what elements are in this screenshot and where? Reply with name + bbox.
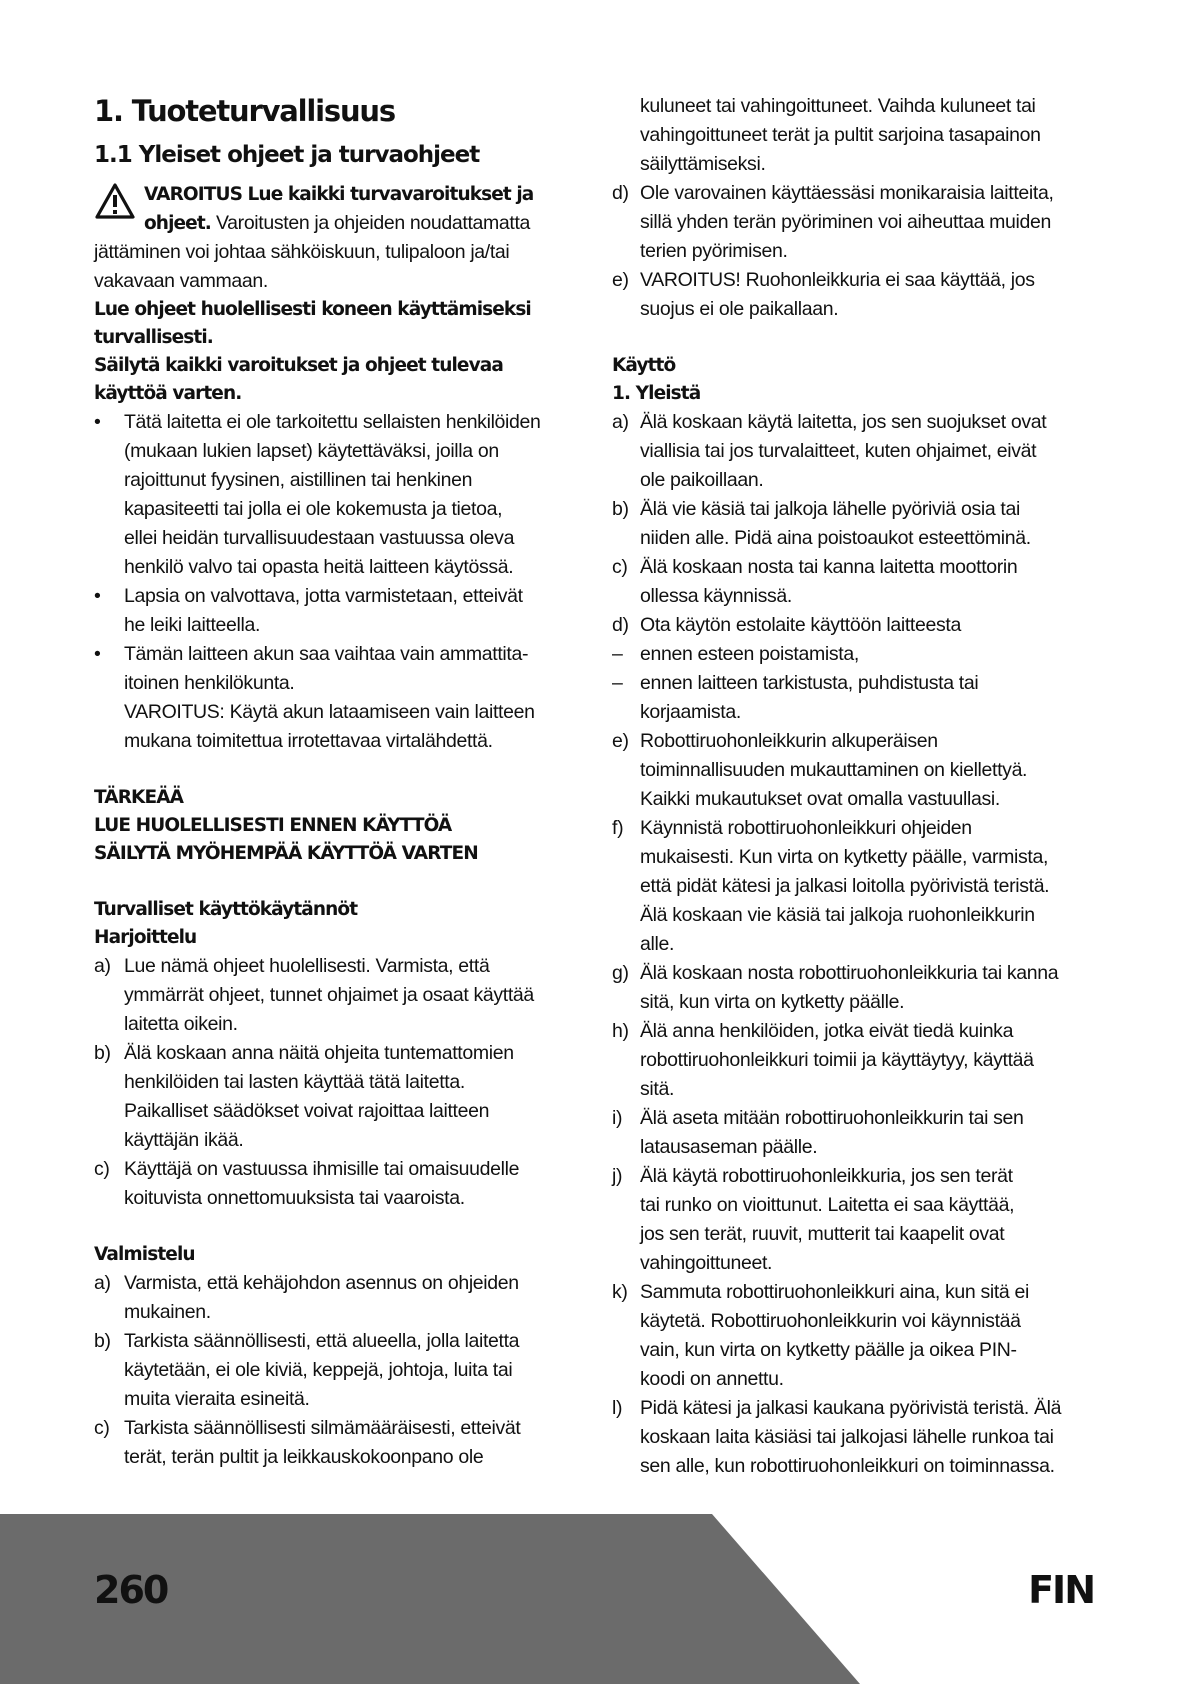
- left-column: [94, 92, 582, 1472]
- right-column: [612, 92, 1112, 1481]
- list-marker: b): [94, 1042, 111, 1064]
- text-line: Älä koskaan käytä laitetta, jos sen suojukset ovat: [640, 411, 1047, 433]
- list-item: [612, 669, 1112, 727]
- list-item-text: [124, 1327, 582, 1414]
- list-item-text: [640, 727, 1112, 814]
- text-line: henkilö valvo tai opasta heitä laitteen käytössä.: [124, 556, 514, 578]
- text-line: tai runko on vioittunut. Laitetta ei saa käyttää,: [640, 1194, 1015, 1216]
- important-heading: LUE HUOLELLISESTI ENNEN KÄYTTÖÄ: [94, 815, 452, 836]
- bold-notice: Säilytä kaikki varoitukset ja ohjeet tulevaa: [94, 355, 503, 376]
- text-line: henkilöiden tai lasten käyttää tätä laitetta.: [124, 1071, 465, 1093]
- text-line: Älä aseta mitään robottiruohonleikkurin tai sen: [640, 1107, 1024, 1129]
- text-line: ennen esteen poistamista,: [640, 643, 859, 665]
- text-line: terien pyörimisen.: [640, 240, 788, 262]
- list-item-text: [640, 266, 1112, 324]
- text-line: VAROITUS: Käytä akun lataamiseen vain laitteen: [124, 701, 535, 723]
- list-item: [94, 1269, 582, 1327]
- text-line: Älä koskaan nosta robottiruohonleikkuria tai kanna: [640, 962, 1059, 984]
- warning-text-line: jättäminen voi johtaa sähköiskuun, tulipaloon ja/tai: [94, 241, 510, 263]
- list-item-text: [640, 408, 1112, 495]
- warning-title-line2: ohjeet. Varoitusten ja ohjeiden noudattamatta: [144, 212, 531, 234]
- page-number: 260: [94, 1568, 168, 1612]
- list-item: [612, 266, 1112, 324]
- list-marker: –: [612, 672, 623, 694]
- list-marker: g): [612, 962, 629, 984]
- usage-list: [612, 408, 1112, 1481]
- subsection-heading: 1.1 Yleiset ohjeet ja turvaohjeet: [94, 142, 480, 168]
- list-item: [94, 582, 582, 640]
- list-marker: •: [94, 585, 101, 607]
- list-marker: a): [612, 411, 629, 433]
- list-marker: d): [612, 182, 629, 204]
- text-line: Sammuta robottiruohonleikkuri aina, kun sitä ei: [640, 1281, 1029, 1303]
- list-item-text: [640, 553, 1112, 611]
- list-item: [612, 814, 1112, 959]
- text-line: Älä käytä robottiruohonleikkuria, jos sen terät: [640, 1165, 1013, 1187]
- list-item-text: [640, 1162, 1112, 1278]
- text-line: ymmärrät ohjeet, tunnet ohjaimet ja osaat käyttää: [124, 984, 534, 1006]
- text-line: mukainen.: [124, 1301, 211, 1323]
- list-item-text: [124, 952, 582, 1039]
- list-marker: •: [94, 411, 101, 433]
- list-marker: c): [94, 1417, 110, 1439]
- list-marker: a): [94, 955, 111, 977]
- list-item-text: [124, 1039, 582, 1155]
- list-item: [612, 640, 1112, 669]
- list-item: [94, 1155, 582, 1213]
- language-code: FIN: [1028, 1568, 1094, 1612]
- list-item-text: [124, 582, 582, 640]
- list-item: [612, 408, 1112, 495]
- important-heading: TÄRKEÄÄ: [94, 787, 184, 808]
- text-line: Paikalliset säädökset voivat rajoittaa laitteen: [124, 1100, 490, 1122]
- warning-title-line1: VAROITUS Lue kaikki turvavaroitukset ja: [144, 184, 534, 205]
- text-line: kuluneet tai vahingoittuneet. Vaihda kuluneet tai: [640, 95, 1036, 117]
- text-line: vahingoittuneet.: [640, 1252, 773, 1274]
- text-line: Käyttäjä on vastuussa ihmisille tai omaisuudelle: [124, 1158, 520, 1180]
- bold-notice: turvallisesti.: [94, 327, 213, 348]
- text-line: käyttäjän ikää.: [124, 1129, 244, 1151]
- text-line: toiminnallisuuden mukauttaminen on kiellettyä.: [640, 759, 1028, 781]
- list-item-text: [640, 1017, 1112, 1104]
- footer-band: [0, 1514, 1190, 1684]
- training-heading: Harjoittelu: [94, 927, 197, 948]
- list-marker: •: [94, 643, 101, 665]
- bold-notice: käyttöä varten.: [94, 383, 242, 404]
- list-item-text: [124, 408, 582, 582]
- text-line: Älä koskaan anna näitä ohjeita tuntemattomien: [124, 1042, 514, 1064]
- list-item: [612, 1017, 1112, 1104]
- continued-text: [612, 92, 1112, 179]
- text-line: Pidä kätesi ja jalkasi kaukana pyörivistä teristä. Älä: [640, 1397, 1062, 1419]
- list-item-text: [640, 959, 1112, 1017]
- text-line: muita vieraita esineitä.: [124, 1388, 310, 1410]
- bullet-list: [94, 408, 582, 756]
- text-line: sen alle, kun robottiruohonleikkuri on toiminnassa.: [640, 1455, 1055, 1477]
- text-line: mukana toimitettua irrotettavaa virtalähdettä.: [124, 730, 493, 752]
- list-marker: c): [612, 556, 628, 578]
- usage-heading: Käyttö: [612, 355, 676, 376]
- text-line: jos sen terät, ruuvit, mutterit tai kaapelit ovat: [640, 1223, 1005, 1245]
- list-item: [612, 1104, 1112, 1162]
- list-item: [94, 408, 582, 582]
- list-item-text: [124, 1414, 582, 1472]
- list-item: [612, 1394, 1112, 1481]
- text-line: Lapsia on valvottava, jotta varmistetaan, etteivät: [124, 585, 523, 607]
- list-item-text: [124, 1269, 582, 1327]
- text-line: Ota käytön estolaite käyttöön laitteesta: [640, 614, 961, 636]
- text-line: käytetä. Robottiruohonleikkurin voi käynnistää: [640, 1310, 1021, 1332]
- list-marker: b): [612, 498, 629, 520]
- text-line: terät, terän pultit ja leikkauskokoonpano ole: [124, 1446, 484, 1468]
- text-line: Lue nämä ohjeet huolellisesti. Varmista, että: [124, 955, 490, 977]
- list-item-text: [640, 669, 1112, 727]
- list-item-text: [640, 1278, 1112, 1394]
- text-line: suojus ei ole paikallaan.: [640, 298, 839, 320]
- footer-shape: [0, 1514, 1190, 1684]
- text-line: sitä, kun virta on kytketty päälle.: [640, 991, 905, 1013]
- list-item: [94, 1039, 582, 1155]
- text-line: latausaseman päälle.: [640, 1136, 818, 1158]
- text-line: sitä.: [640, 1078, 675, 1100]
- text-line: korjaamista.: [640, 701, 741, 723]
- text-line: (mukaan lukien lapset) käytettäväksi, joilla on: [124, 440, 499, 462]
- list-item: [612, 179, 1112, 266]
- list-marker: h): [612, 1020, 629, 1042]
- list-item-text: [640, 1104, 1112, 1162]
- list-item: [612, 553, 1112, 611]
- list-marker: i): [612, 1107, 623, 1129]
- bold-notice: Lue ohjeet huolellisesti koneen käyttämiseksi: [94, 299, 531, 320]
- text-line: itoinen henkilökunta.: [124, 672, 295, 694]
- list-item-text: [640, 814, 1112, 959]
- list-item-text: [124, 1155, 582, 1213]
- text-line: rajoittunut fyysinen, aistillinen tai henkinen: [124, 469, 473, 491]
- text-line: kapasiteetti tai jolla ei ole kokemusta ja tietoa,: [124, 498, 503, 520]
- list-item: [94, 1327, 582, 1414]
- text-line: koituvista onnettomuuksista tai vaaroista.: [124, 1187, 465, 1209]
- text-line: Älä anna henkilöiden, jotka eivät tiedä kuinka: [640, 1020, 1014, 1042]
- list-marker: b): [94, 1330, 111, 1352]
- list-item-text: [640, 611, 1112, 640]
- text-line: Tarkista säännöllisesti silmämääräisesti, etteivät: [124, 1417, 521, 1439]
- text-line: koskaan laita käsiäsi tai jalkojasi lähelle runkoa tai: [640, 1426, 1054, 1448]
- list-item: [612, 1278, 1112, 1394]
- list-marker: d): [612, 614, 629, 636]
- list-marker: l): [612, 1397, 623, 1419]
- list-item: [94, 952, 582, 1039]
- preparation-heading: Valmistelu: [94, 1244, 195, 1265]
- text-line: robottiruohonleikkuri toimii ja käyttäytyy, käyttää: [640, 1049, 1034, 1071]
- list-marker: j): [612, 1165, 623, 1187]
- text-line: Älä vie käsiä tai jalkoja lähelle pyöriviä osia tai: [640, 498, 1020, 520]
- text-line: niiden alle. Pidä aina poistoaukot esteettöminä.: [640, 527, 1031, 549]
- text-line: he leiki laitteella.: [124, 614, 261, 636]
- text-line: Käynnistä robottiruohonleikkuri ohjeiden: [640, 817, 972, 839]
- list-item-text: [640, 179, 1112, 266]
- list-item: [612, 959, 1112, 1017]
- list-marker: c): [94, 1158, 110, 1180]
- text-line: Älä koskaan vie käsiä tai jalkoja ruohonleikkurin: [640, 904, 1035, 926]
- warning-block: [94, 180, 582, 296]
- text-line: Robottiruohonleikkurin alkuperäisen: [640, 730, 938, 752]
- list-item: [612, 495, 1112, 553]
- list-marker: f): [612, 817, 624, 839]
- list-marker: k): [612, 1281, 628, 1303]
- text-line: vain, kun virta on kytketty päälle ja oikea PIN-: [640, 1339, 1017, 1361]
- list-marker: e): [612, 730, 629, 752]
- list-item-text: [124, 640, 582, 756]
- continued-list: [612, 179, 1112, 324]
- text-line: ellei heidän turvallisuudestaan vastuussa oleva: [124, 527, 515, 549]
- text-line: viallisia tai jos turvalaitteet, kuten ohjaimet, eivät: [640, 440, 1037, 462]
- text-line: käytetään, ei ole kiviä, keppejä, johtoja, luita tai: [124, 1359, 513, 1381]
- text-line: ollessa käynnissä.: [640, 585, 792, 607]
- training-list: [94, 952, 582, 1213]
- text-line: Kaikki mukautukset ovat omalla vastuullasi.: [640, 788, 1000, 810]
- text-line: koodi on annettu.: [640, 1368, 784, 1390]
- text-line: ennen laitteen tarkistusta, puhdistusta tai: [640, 672, 979, 694]
- warning-text-line: vakavaan vammaan.: [94, 270, 268, 292]
- text-line: sillä yhden terän pyöriminen voi aiheuttaa muiden: [640, 211, 1052, 233]
- text-line: että pidät kätesi ja jalkasi loitolla pyörivistä teristä.: [640, 875, 1050, 897]
- preparation-list: [94, 1269, 582, 1472]
- text-line: Varmista, että kehäjohdon asennus on ohjeiden: [124, 1272, 519, 1294]
- text-line: alle.: [640, 933, 675, 955]
- list-item: [612, 611, 1112, 640]
- safe-practices-heading: Turvalliset käyttökäytännöt: [94, 899, 358, 920]
- text-line: Älä koskaan nosta tai kanna laitetta moottorin: [640, 556, 1018, 578]
- list-item: [612, 727, 1112, 814]
- list-item: [94, 1414, 582, 1472]
- list-item-text: [640, 640, 1112, 669]
- text-line: Tämän laitteen akun saa vaihtaa vain ammattita-: [124, 643, 529, 665]
- text-line: VAROITUS! Ruohonleikkuria ei saa käyttää, jos: [640, 269, 1035, 291]
- text-line: Ole varovainen käyttäessäsi monikaraisia laitteita,: [640, 182, 1054, 204]
- important-heading: SÄILYTÄ MYÖHEMPÄÄ KÄYTTÖÄ VARTEN: [94, 843, 478, 864]
- text-line: vahingoittuneet terät ja pultit sarjoina tasapainon: [640, 124, 1041, 146]
- list-marker: a): [94, 1272, 111, 1294]
- list-marker: –: [612, 643, 623, 665]
- list-marker: e): [612, 269, 629, 291]
- text-line: laitetta oikein.: [124, 1013, 238, 1035]
- usage-subheading: 1. Yleistä: [612, 383, 701, 404]
- list-item: [94, 640, 582, 756]
- text-line: mukaisesti. Kun virta on kytketty päälle, varmista,: [640, 846, 1049, 868]
- text-line: ole paikoillaan.: [640, 469, 764, 491]
- warning-triangle-icon: [94, 182, 136, 220]
- list-item-text: [640, 495, 1112, 553]
- list-item-text: [640, 1394, 1112, 1481]
- section-heading: 1. Tuoteturvallisuus: [94, 94, 395, 128]
- text-line: Tätä laitetta ei ole tarkoitettu sellaisten henkilöiden: [124, 411, 541, 433]
- text-line: Tarkista säännöllisesti, että alueella, jolla laitetta: [124, 1330, 520, 1352]
- list-item: [612, 1162, 1112, 1278]
- text-line: säilyttämiseksi.: [640, 153, 766, 175]
